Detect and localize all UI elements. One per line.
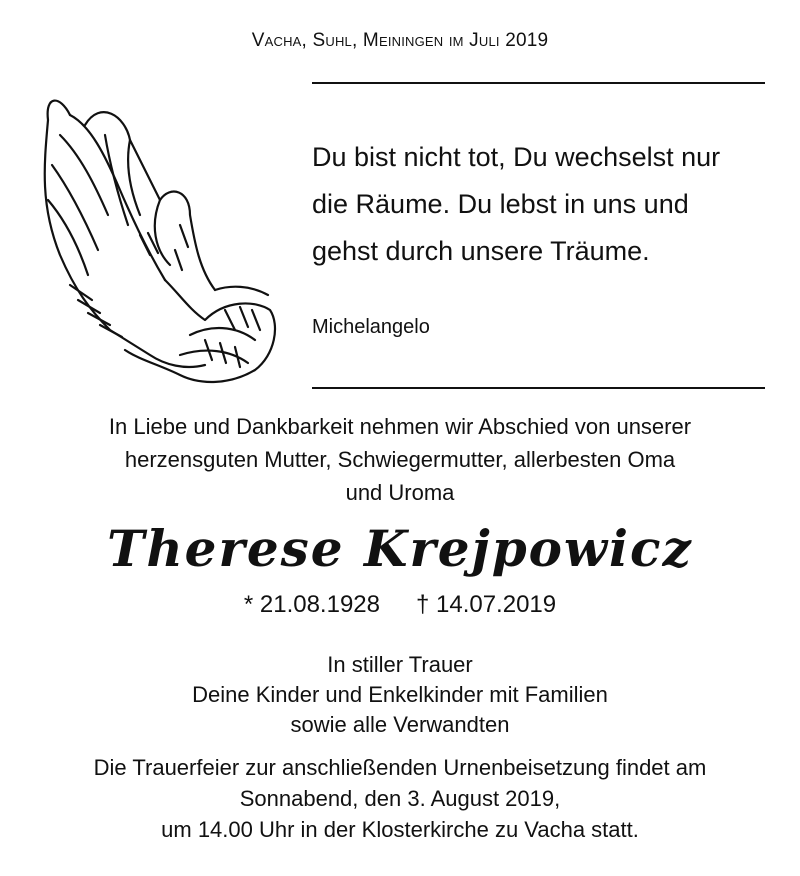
ceremony-text <box>0 752 800 845</box>
intro-text <box>0 410 800 509</box>
intro-line: herzensguten Mutter, Schwiegermutter, allerbesten Oma <box>124 447 676 472</box>
quote-text <box>312 134 772 275</box>
mourners-line: In stiller Trauer <box>327 652 473 677</box>
quote-line: die Räume. Du lebst in uns und <box>312 189 689 219</box>
mourners-line: Deine Kinder und Enkelkinder mit Familien <box>192 682 608 707</box>
quote-line: Du bist nicht tot, Du wechselst nur <box>312 142 721 172</box>
birth-date: * 21.08.1928 <box>243 591 380 618</box>
quote-line: gehst durch unsere Träume. <box>312 236 650 266</box>
intro-line: In Liebe und Dankbarkeit nehmen wir Abschied von unserer <box>108 414 692 439</box>
header-place-date: Vacha, Suhl, Meiningen im Juli 2019 <box>251 30 549 51</box>
divider-top <box>312 82 765 84</box>
praying-hands-icon <box>30 85 290 390</box>
mourners-text <box>0 650 800 740</box>
ceremony-line: Sonnabend, den 3. August 2019, <box>239 786 561 811</box>
death-date: † 14.07.2019 <box>415 591 557 618</box>
intro-line: und Uroma <box>345 480 455 505</box>
divider-bottom <box>312 387 765 389</box>
mourners-line: sowie alle Verwandten <box>290 712 510 737</box>
ceremony-line: Die Trauerfeier zur anschließenden Urnenbeisetzung findet am <box>93 755 707 780</box>
quote-author: Michelangelo <box>312 316 430 338</box>
ceremony-line: um 14.00 Uhr in der Klosterkirche zu Vacha statt. <box>161 817 639 842</box>
life-dates <box>0 590 800 620</box>
deceased-name: Therese Krejpowicz <box>107 519 693 578</box>
